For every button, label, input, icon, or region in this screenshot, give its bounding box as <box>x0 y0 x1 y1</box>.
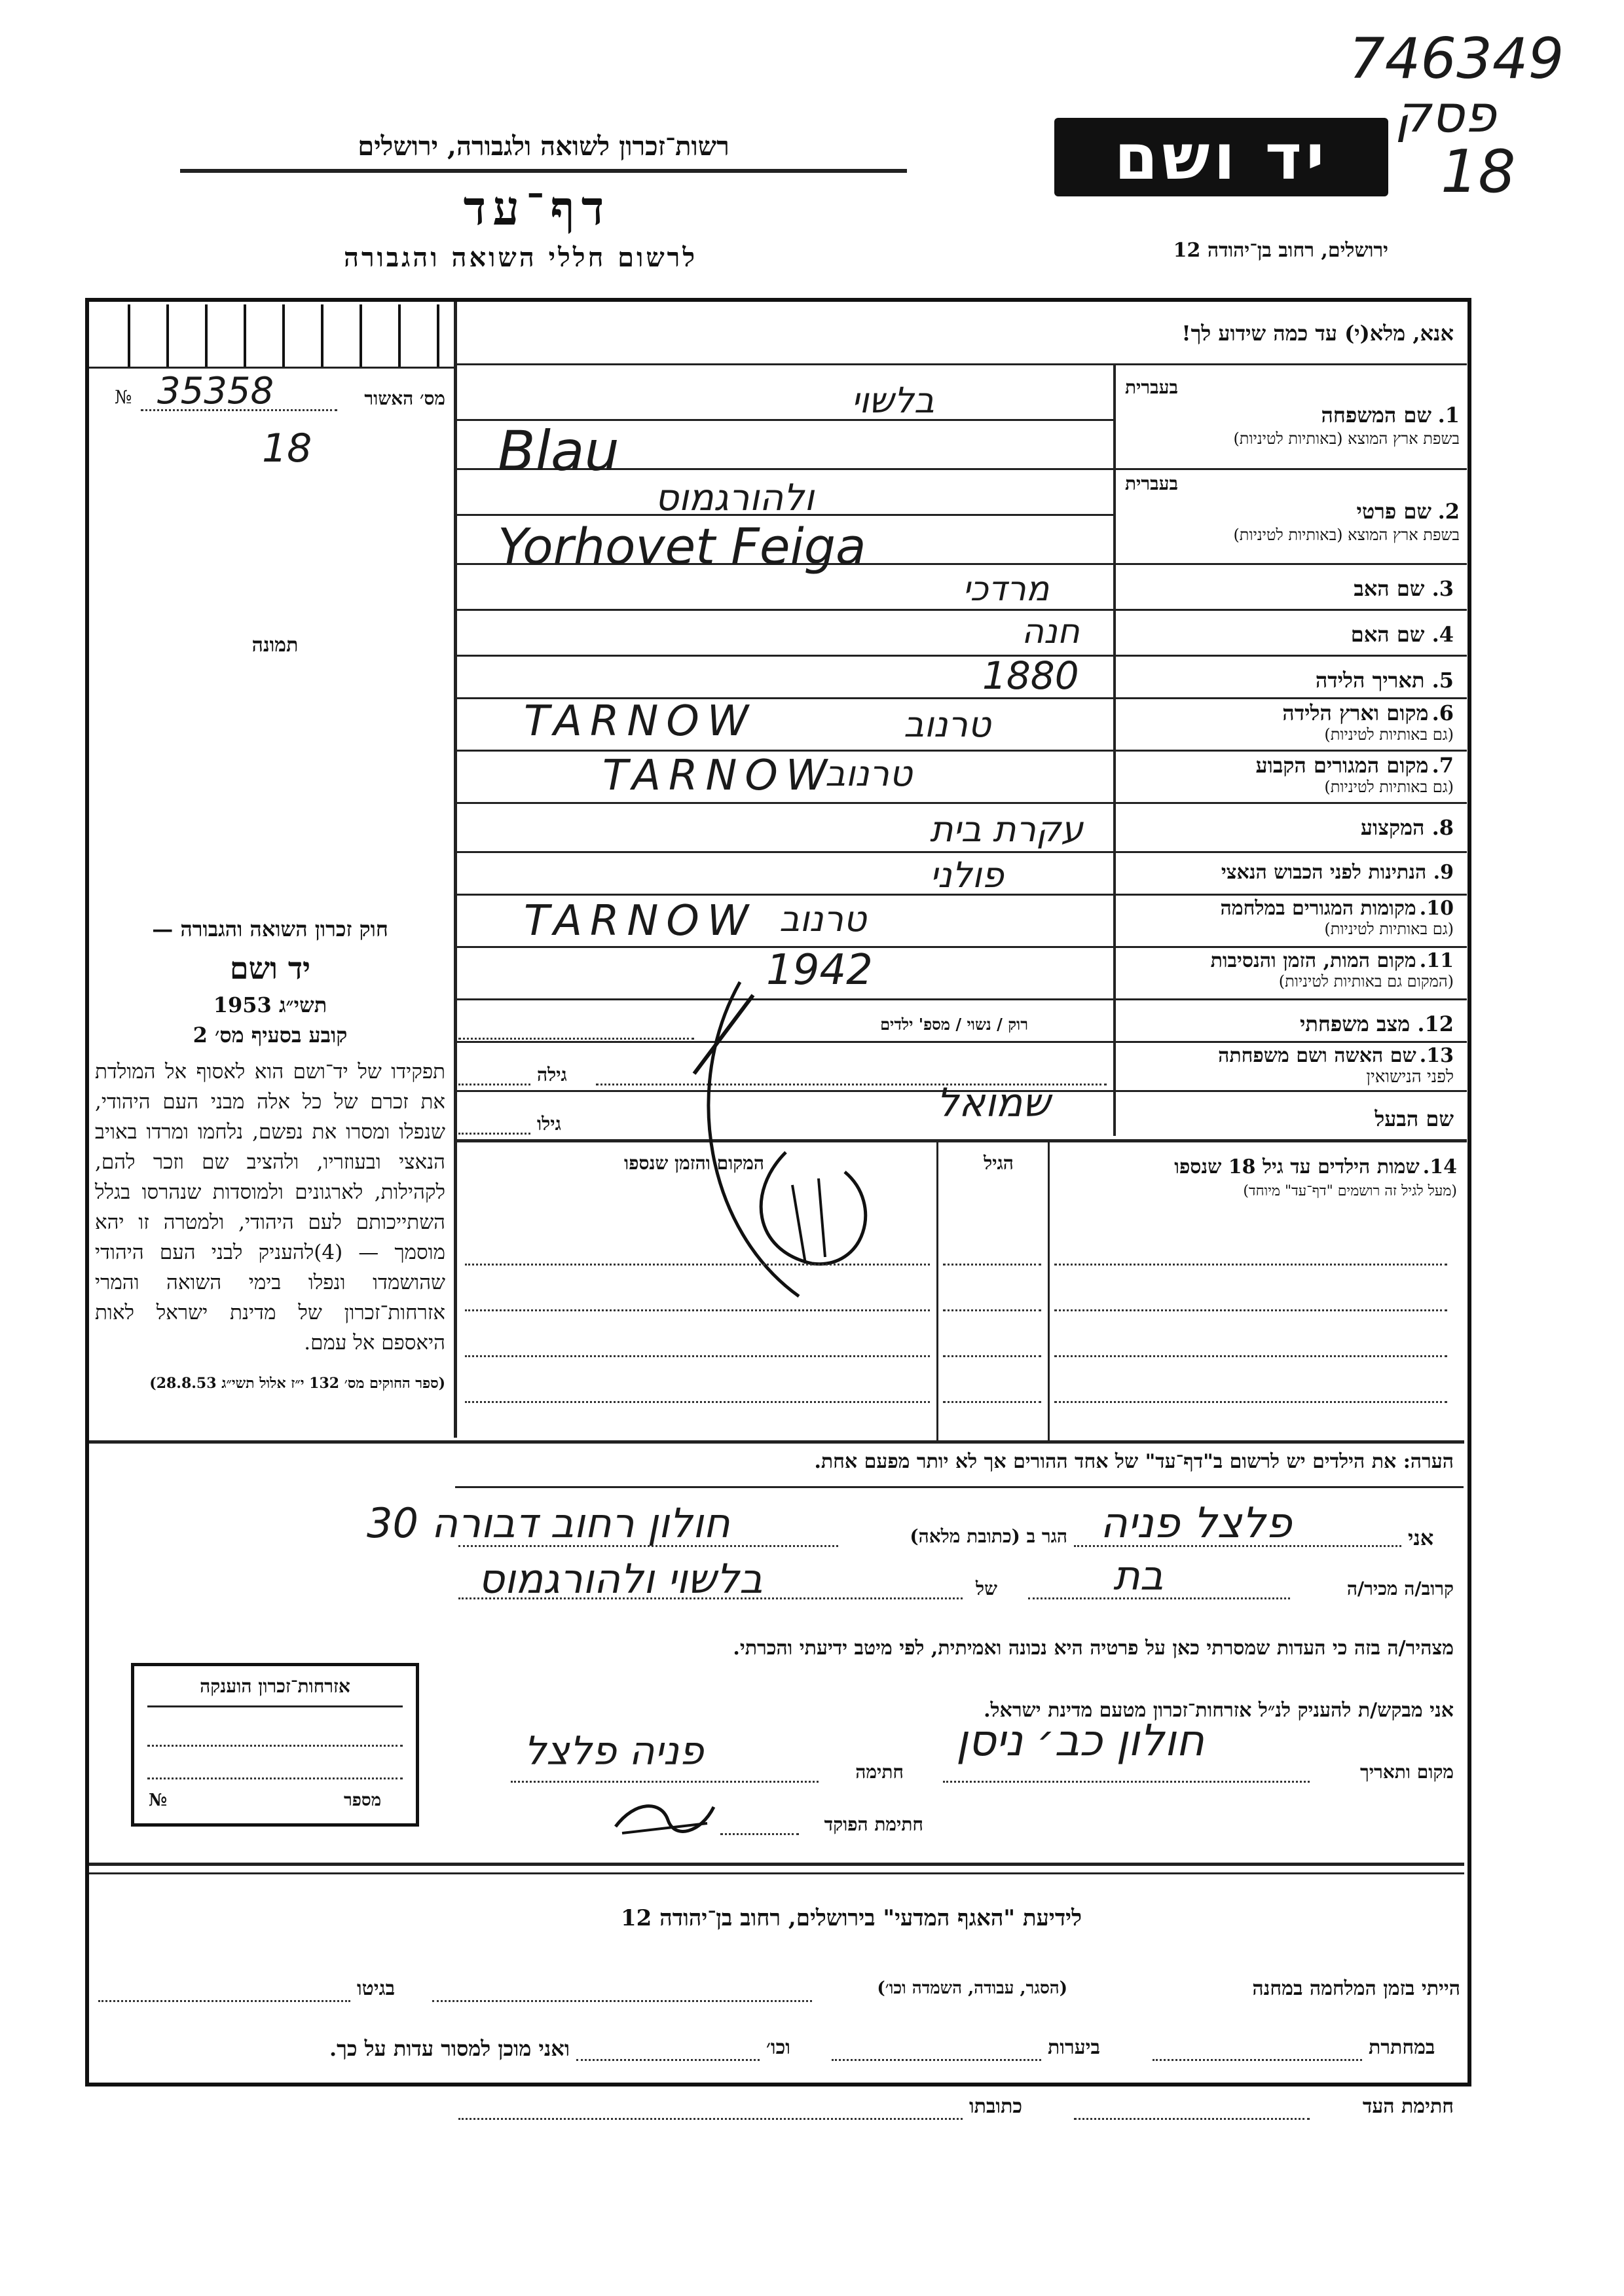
logo-text: יד ושם <box>1114 120 1329 194</box>
field-1-hebrew-tag: בעברית <box>1124 376 1178 398</box>
signature-label: חתימה <box>855 1761 904 1783</box>
yad-vashem-logo <box>1054 118 1388 196</box>
field-10-number: 10. <box>1419 897 1454 920</box>
intro-divider <box>455 363 1467 365</box>
footer-witness-signature-line <box>1074 2118 1310 2120</box>
field-row-13 <box>1120 1044 1454 1087</box>
declarant-resides-label: הגר ב (כתובת מלאה) <box>910 1525 1067 1547</box>
law-title: חוק זכרון השואה והגבורה — <box>152 917 388 941</box>
field-7-number: 7. <box>1431 753 1454 778</box>
note-bottom-line <box>455 1486 1464 1488</box>
citizenship-number-label: מספר <box>344 1791 382 1810</box>
field-3-number: 3. <box>1431 576 1454 601</box>
approval-suffix: 18 <box>262 426 312 471</box>
field-12-number: 12. <box>1417 1011 1454 1036</box>
field-3-value: מרדכי <box>963 570 1050 609</box>
children-sub: (מעל לגיל זה רושמים "דף־עד" מיוחד) <box>1243 1183 1457 1199</box>
footer-forests-line <box>832 2059 1041 2061</box>
children-line <box>943 1264 1041 1266</box>
field-row-4 <box>1120 622 1454 647</box>
field-row-3 <box>1120 576 1454 601</box>
citizenship-box <box>131 1663 419 1827</box>
children-line <box>465 1309 930 1311</box>
children-col-place: המקום והזמן שנספו <box>624 1152 764 1174</box>
footer-top-line <box>89 1863 1464 1866</box>
field-10-label: מקומות המגורים במלחמה <box>1220 897 1416 920</box>
row-line <box>455 802 1467 804</box>
approval-top-line <box>89 367 454 369</box>
address: ירושלים, רחוב בן־יהודה 12 <box>1173 239 1388 262</box>
field-6-value: טרנוב <box>904 704 991 745</box>
row-line <box>455 851 1467 853</box>
footer-etc-label: וכו׳ <box>766 2036 790 2059</box>
approval-ticks <box>92 304 452 367</box>
field-5-label: תאריך הלידה <box>1315 668 1425 693</box>
field-7-label: מקום המגורים הקבוע <box>1255 753 1429 778</box>
field-6-value-latin: TARNOW <box>524 697 756 746</box>
field-row-10 <box>1120 897 1454 939</box>
left-column-divider <box>454 302 457 1438</box>
husband-label: שם הבעל <box>1375 1106 1454 1131</box>
field-4-label: שם האם <box>1350 622 1425 647</box>
field-2-value: ולהורגמוס <box>655 477 815 519</box>
field-row-11 <box>1120 949 1454 991</box>
approval-label: מס׳ האשור <box>364 388 445 409</box>
children-col-2 <box>1048 1142 1050 1440</box>
field-1-number: 1. <box>1437 403 1460 428</box>
of-label: של <box>976 1578 997 1599</box>
children-line <box>943 1401 1041 1403</box>
footer-underground-label: במחתרת <box>1369 2036 1435 2059</box>
archive-number: 746349 <box>1349 26 1564 92</box>
footer-camp-types: (הסגר, עבודה, השמדה וכו׳) <box>877 1978 1067 1998</box>
law-name: יד ושם <box>229 951 311 986</box>
footer-ghetto-label: בגיטו <box>357 1977 396 2000</box>
footer-etc-line <box>576 2059 760 2061</box>
place-date-line <box>943 1781 1310 1783</box>
field-row-1 <box>1116 376 1460 468</box>
husband-age-dots <box>458 1133 530 1135</box>
authority-line: רשות־זכרון לשואה ולגבורה, ירושלים <box>358 131 729 162</box>
field-2-value-latin: Yorhovet Feiga <box>498 517 866 575</box>
field-7-value-latin: TARNOW <box>602 752 835 800</box>
children-label: שמות הילדים עד גיל 18 שנספו <box>1174 1156 1420 1178</box>
children-line <box>943 1355 1041 1357</box>
field-5-number: 5. <box>1431 668 1454 693</box>
footer-forests-label: ביערות <box>1048 2036 1101 2059</box>
law-reference: (ספר החוקים מס׳ 132 י״ז אלול תשי״ג 28.8.53) <box>149 1375 445 1392</box>
relation-label: קרוב/ה מכיר/ה <box>1346 1578 1454 1599</box>
field-8-label: המקצוע <box>1360 815 1425 840</box>
note-top-line <box>89 1440 1464 1444</box>
field-10-sub: (גם באותיות לטיניות) <box>1324 920 1454 938</box>
wife-age-dots <box>458 1084 530 1085</box>
place-date-label: מקום ותאריך <box>1359 1761 1454 1783</box>
officer-label: חתימת הפוקד <box>824 1813 923 1835</box>
citizenship-no: № <box>149 1791 168 1810</box>
field-11-number: 11. <box>1419 949 1454 972</box>
footer-camp-label: הייתי בזמן המלחמה במחנה <box>1252 1977 1460 2000</box>
field-7-sub: (גם באותיות לטיניות) <box>1324 778 1454 796</box>
children-line <box>943 1309 1041 1311</box>
footer-top-line-2 <box>89 1872 1464 1874</box>
field-13-label: שם האשה ושם משפחתה <box>1218 1044 1416 1067</box>
field-1-sub: בשפת ארץ המוצא (באותיות לטיניות) <box>1233 429 1460 448</box>
document-subtitle: לרשום חללי השואה והגבורה <box>343 242 698 273</box>
field-6-sub: (גם באותיות לטיניות) <box>1324 725 1454 744</box>
children-line <box>1054 1401 1447 1403</box>
footer-underground-line <box>1153 2059 1362 2061</box>
field-row-9 <box>1120 861 1454 884</box>
field-11-sub: (המקום גם באותיות לטיניות) <box>1278 972 1454 991</box>
signature-value: פניה פלצל <box>524 1728 704 1774</box>
document-title: דף־עד <box>463 180 611 236</box>
citizenship-title-rule <box>147 1705 403 1707</box>
children-line <box>465 1355 930 1357</box>
children-col-1 <box>936 1142 938 1440</box>
declarant-address-value: חולון רחוב דבורה 30 <box>367 1499 730 1547</box>
field-3-label: שם האב <box>1354 576 1425 601</box>
footer-address-line <box>458 2118 963 2120</box>
citizenship-title: אזרחות־זכרון הוענקה <box>200 1675 350 1697</box>
declarant-ani: אני <box>1408 1525 1434 1550</box>
officer-signature <box>602 1787 720 1846</box>
footer-address-label: כתובתו <box>969 2095 1023 2118</box>
authority-underline <box>180 169 907 173</box>
husband-age-label: גילו <box>537 1113 561 1135</box>
citizenship-line-1 <box>147 1745 403 1747</box>
field-12-options: רוק / נשוי / מספ' ילדים <box>880 1015 1028 1034</box>
footer-ghetto-line <box>98 2000 350 2002</box>
field-11-label: מקום המות, הזמן והנסיבות <box>1210 949 1416 972</box>
field-4-number: 4. <box>1431 622 1454 647</box>
footer-witness-signature-label: חתימת העד <box>1362 2095 1454 2118</box>
children-col-age: הגיל <box>984 1152 1014 1174</box>
field-10-value-latin: TARNOW <box>524 897 756 945</box>
signature-line <box>511 1781 819 1783</box>
request-text: אני מבקש/ת להעניק לנ״ל אזרחות־זכרון מטעם מדינת ישראל. <box>984 1699 1454 1722</box>
footer-camp-line <box>432 2000 812 2002</box>
declarant-name-value: פלצל פניה <box>1100 1499 1292 1548</box>
field-1-value-latin: Blau <box>498 419 619 483</box>
field-13-sub: לפני הנישואין <box>1366 1067 1454 1087</box>
law-text: תפקידו של יד־ושם הוא לאסוף אל המולדת את זכרם של כל אלה מבני העם היהודי, שנפלו ומסרו את נפשם, נלחמו ומרדו באויב הנאצי ובעוזריו, ולהציב שם וזכר להם, לקהילות, לארגונים ולמוסדות שנהרסו בגלל השתייכותם לעם היהודי, ולמטרה זו יהא מוסמך — (4)להעניק לבני העם היהודי שהושמדו ונפלו בימי השואה והמרי אזרחות־זכרון של מדינת ישראל לאות היאספם אל עמם. <box>95 1060 445 1355</box>
row-line <box>455 609 1467 611</box>
field-9-number: 9. <box>1433 861 1454 884</box>
row-line <box>455 946 1467 948</box>
field-row-7 <box>1120 753 1454 797</box>
field-9-label: הנתינות לפני הכבוש הנאצי <box>1221 861 1427 884</box>
husband-value: שמואל <box>936 1080 1050 1126</box>
children-line <box>465 1401 930 1403</box>
field-8-value: עקרת בית <box>930 809 1084 850</box>
field-4-value: חנה <box>1022 612 1080 651</box>
wife-age-label: גילה <box>537 1064 567 1085</box>
citizenship-line-2 <box>147 1777 403 1779</box>
field-10-value: טרנוב <box>779 898 867 939</box>
row-line <box>455 655 1467 657</box>
field-5-value: 1880 <box>982 653 1079 698</box>
field-13-number: 13. <box>1419 1044 1454 1067</box>
footer-testify-text: ואני מוכן למסור עדות על כך. <box>329 2036 570 2061</box>
field-2-hebrew-tag: בעברית <box>1124 473 1178 494</box>
field-12-label: מצב משפחתי <box>1300 1011 1411 1036</box>
children-line <box>1054 1309 1447 1311</box>
field-6-label: מקום וארץ הלידה <box>1282 701 1429 725</box>
field-row-12 <box>1120 1011 1454 1036</box>
intro-text: אנא, מלא(י) עד כמה שידוע לך! <box>1181 321 1454 346</box>
officer-line <box>720 1833 799 1835</box>
declaration-text: מצהיר/ה בזה כי העדות שמסרתי כאן על פרטיה היא נכונה ואמיתית, לפי מיטב ידיעתי והכרתי. <box>733 1637 1454 1660</box>
pen-strokes <box>655 956 1048 1322</box>
field-row-8 <box>1120 815 1454 840</box>
approval-no: № <box>115 386 132 408</box>
place-date-value: חולון כב׳ ניסן <box>956 1715 1205 1766</box>
field-2-label: שם פרטי <box>1356 499 1432 524</box>
field-1-value: בלשוי <box>851 380 934 421</box>
children-line <box>465 1264 930 1266</box>
field-9-value: פולני <box>930 854 1004 896</box>
field-row-6 <box>1120 701 1454 744</box>
law-year: תשי״ג 1953 <box>213 993 327 1017</box>
children-line <box>1054 1264 1447 1266</box>
field-row-2 <box>1116 473 1460 564</box>
note-text: הערה: את הילדים יש לרשום ב"דף־עד" של אחד ההורים אך לא יותר מפעם אחת. <box>814 1450 1454 1473</box>
field-8-number: 8. <box>1431 815 1454 840</box>
field-row-5 <box>1120 668 1454 693</box>
field-1-label: שם המשפחה <box>1321 403 1432 428</box>
relation-value: בת <box>1113 1552 1164 1599</box>
children-number: 14. <box>1422 1156 1457 1178</box>
stamp-number: 18 <box>1441 137 1516 206</box>
field-2-number: 2. <box>1437 499 1460 524</box>
photo-label: תמונה <box>251 634 299 657</box>
law-box <box>95 917 445 1392</box>
stamp-mark: פסק <box>1395 85 1496 144</box>
children-header <box>1054 1156 1457 1199</box>
approval-number: 35358 <box>157 370 274 412</box>
children-line <box>1054 1355 1447 1357</box>
footer-title: לידיעת "האגף המדעי" בירושלים, רחוב בן־יהודה 12 <box>621 1905 1082 1931</box>
field-2-sub: בשפת ארץ המוצא (באותיות לטיניות) <box>1233 526 1460 544</box>
field-11-value: 1942 <box>766 946 873 994</box>
of-value: בלשוי ולהורגמוס <box>478 1555 763 1603</box>
field-6-number: 6. <box>1431 701 1454 725</box>
field-7-value: טרנוב <box>825 753 913 794</box>
law-section: קובע בסעיף מס׳ 2 <box>193 1023 348 1048</box>
